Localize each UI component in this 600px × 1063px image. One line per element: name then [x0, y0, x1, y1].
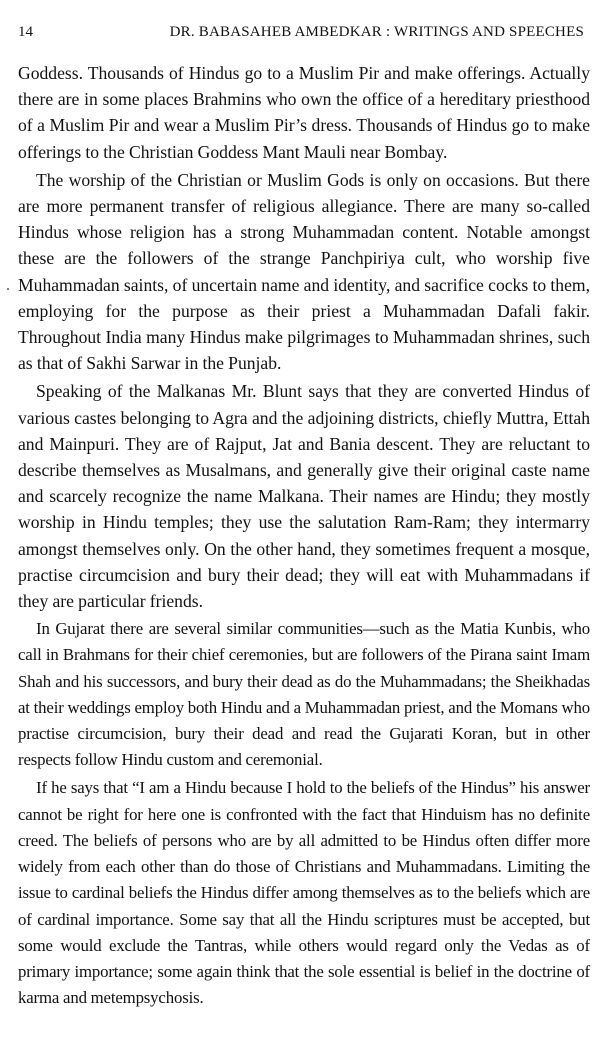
running-header	[18, 22, 584, 42]
paragraph-malkanas: Speaking of the Malkanas Mr. Blunt says that they are converted Hindus of various castes belonging to Agra and the adjoining districts, chiefly Muttra, Ettah and Mainpuri. They are of Rajput, Jat and Bania descent. They are reluctant to describe themselves as Musalmans, and generally give their original caste name and scarcely recognize the name Malkana. Their names are Hindu; they mostly worship in Hindu temples; they use the salutation Ram-Ram; they intermarry amongst themselves only. On the other hand, they sometimes frequent a mosque, practise circumcision and bury their dead; they will eat with Muhammadans if they are particular friends.	[18, 381, 590, 612]
body-text	[18, 60, 590, 1013]
paragraph-gujarat-communities: In Gujarat there are several similar communities—such as the Matia Kunbis, who call in Brahmans for their chief ceremonies, but are followers of the Pirana saint Imam Shah and his successors, and bury their dead as do the Muhammadans; the Sheikhadas at their weddings employ both Hindu and a Muhammadan priest, and the Momans who practise circumcision, bury their dead and read the Gujarati Koran, but in other respects follow Hindu custom and ceremonial.	[18, 619, 590, 770]
paragraph-continued: Goddess. Thousands of Hindus go to a Muslim Pir and make offerings. Actually there are in some places Brahmins who own the office of a hereditary priesthood of a Muslim Pir and wear a Muslim Pir’s dress. Thousands of Hindus go to make offerings to the Christian Goddess Mant Mauli near Bombay.	[18, 63, 590, 162]
paragraph-worship-allegiance: The worship of the Christian or Muslim Gods is only on occasions. But there are more permanent transfer of religious allegiance. There are many so-called Hindus whose religion has a strong Muhammadan content. Notable amongst these are the followers of the strange Panchpiriya cult, who worship five Muhammadan saints, of uncertain name and identity, and sacrifice cocks to them, employing for the purpose as their priest a Muhammadan Dafali fakir. Throughout India many Hindus make pilgrimages to Muhammadan shrines, such as that of Sakhi Sarwar in the Punjab.	[18, 169, 590, 374]
page-number: 14	[18, 24, 33, 40]
margin-speck	[7, 288, 9, 290]
running-title: DR. BABASAHEB AMBEDKAR : WRITINGS AND SPEECHES	[169, 24, 584, 40]
paragraph-hindu-beliefs: If he says that “I am a Hindu because I hold to the beliefs of the Hindus” his answer cannot be right for here one is confronted with the fact that Hinduism has no definite creed. The beliefs of persons who are by all admitted to be Hindus often differ more widely from each other than do those of Christians and Muhammadans. Limiting the issue to cardinal beliefs the Hindus differ among themselves as to the beliefs which are of cardinal importance. Some say that all the Hindu scriptures must be accepted, but some would exclude the Tantras, while others would regard only the Vedas as of primary importance; some again think that the sole essential is belief in the doctrine of karma and metempsychosis.	[18, 778, 590, 1008]
